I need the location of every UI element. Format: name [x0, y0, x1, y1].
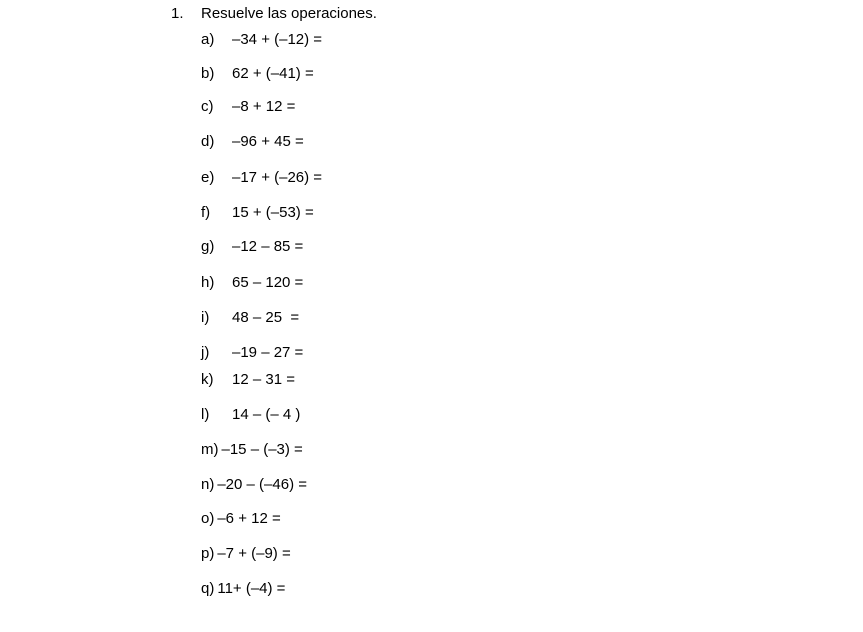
item-expression: –8 + 12 = — [232, 98, 296, 115]
item-letter: p) — [201, 545, 215, 562]
item-expression: –7 + (–9) = — [217, 545, 291, 562]
item-letter: n) — [201, 476, 215, 493]
item-letter: b) — [201, 65, 215, 82]
item-letter: d) — [201, 133, 215, 150]
exercise-item-l — [201, 405, 300, 425]
item-expression: –19 – 27 = — [232, 344, 304, 361]
exercise-item-o — [201, 509, 281, 529]
exercise-item-h — [201, 273, 303, 293]
item-expression: 62 + (–41) = — [232, 65, 314, 82]
item-expression: –12 – 85 = — [232, 238, 304, 255]
exercise-item-f — [201, 203, 314, 223]
exercise-item-p — [201, 544, 291, 564]
item-expression: –6 + 12 = — [217, 510, 281, 527]
item-letter: m) — [201, 441, 219, 458]
item-letter: f) — [201, 204, 211, 221]
exercise-item-n — [201, 475, 307, 495]
item-letter: o) — [201, 510, 215, 527]
item-letter: g) — [201, 238, 215, 255]
item-letter: e) — [201, 169, 215, 186]
item-expression: –34 + (–12) = — [232, 31, 323, 48]
item-expression: 11+ (–4) = — [217, 580, 286, 597]
exercise-item-i — [201, 308, 299, 328]
item-expression: –17 + (–26) = — [232, 169, 323, 186]
item-expression: 15 + (–53) = — [232, 204, 314, 221]
item-expression: –20 – (–46) = — [217, 476, 307, 493]
item-letter: q) — [201, 580, 215, 597]
exercise-item-j — [201, 343, 303, 363]
item-letter: a) — [201, 31, 215, 48]
item-expression: –96 + 45 = — [232, 133, 304, 150]
exercise-item-q — [201, 579, 285, 599]
exercise-item-e — [201, 168, 322, 188]
item-expression: 48 – 25 = — [232, 309, 300, 326]
item-letter: l) — [201, 406, 210, 423]
exercise-item-d — [201, 132, 304, 152]
item-letter: c) — [201, 98, 214, 115]
exercise-item-g — [201, 237, 303, 257]
item-expression: 12 – 31 = — [232, 371, 295, 388]
item-letter: i) — [201, 309, 210, 326]
item-expression: –15 – (–3) = — [221, 441, 303, 458]
item-expression: 65 – 120 = — [232, 274, 304, 291]
exercise-item-a — [201, 30, 322, 50]
item-expression: 14 – (– 4 ) — [232, 406, 301, 423]
exercise-instruction: Resuelve las operaciones. — [201, 5, 377, 22]
exercise-item-k — [201, 370, 295, 390]
exercise-item-b — [201, 64, 314, 84]
item-letter: h) — [201, 274, 215, 291]
exercise-item-m — [201, 440, 303, 460]
item-letter: j) — [201, 344, 210, 361]
item-letter: k) — [201, 371, 214, 388]
exercise-number: 1. — [171, 5, 184, 22]
exercise-item-c — [201, 97, 295, 117]
exercise-item-list — [201, 0, 601, 632]
